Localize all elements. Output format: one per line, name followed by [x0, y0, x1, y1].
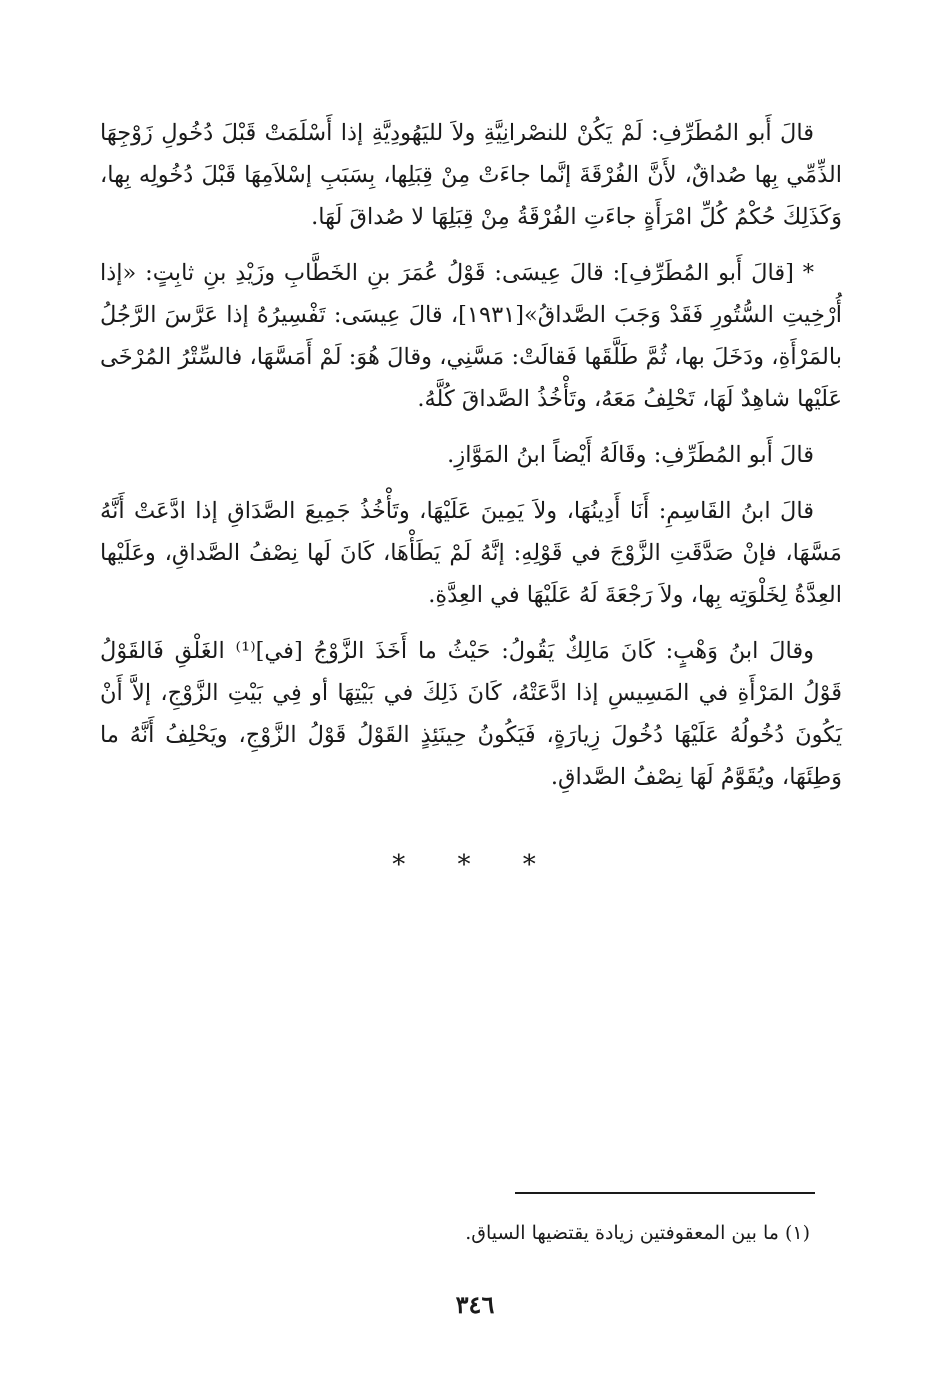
paragraph-isa-commentary: * [قالَ أَبو المُطَرِّفِ]: قالَ عِيسَى: قَوْلُ عُمَرَ بنِ الخَطَّابِ وزَيْدِ بنِ ثابِتٍ: «إذا أُرْخِيتِ السُّتُورِ فَقَدْ وَجَبَ الصَّداقُ»[١٩٣١]، قالَ عِيسَى: تَفْسِيرُهُ إذا عَرَّسَ الرَّجُلُ بالمَرْأَةِ، ودَخَلَ بها، ثُمَّ طَلَّقَها فَقالَتْ: مَسَّنِي، وقالَ هُوَ: لَمْ أَمَسَّهَا، فالسِّتْرُ المُرْخَى عَلَيْها شاهِدٌ لَهَا، تَحْلِفُ مَعَهُ، وتَأْخُذُ الصَّداقَ كُلَّهُ. [100, 260, 842, 412]
footnote-rule [515, 1192, 815, 1194]
paragraph-abu-al-mutarrif: قالَ أَبو المُطَرِّفِ: لَمْ يَكُنْ للنصْرانِيَّةِ ولاَ لليَهُودِيَّةِ إذا أَسْلَمَتْ قَبْلَ دُخُولِ زَوْجِهَا الذِّمِّي بِها صُداقٌ، لأَنَّ الفُرْقَةَ إنَّما جاءَتْ مِنْ قِبَلِها، بِسَبَبِ إسْلاَمِهَا قَبْلَ دُخُولِه بِها، وَكَذَلِكَ حُكْمُ كُلِّ امْرَأَةٍ جاءَتِ الفُرْقَةُ مِنْ قِبَلِهَا لا صُداقَ لَهَا. [100, 120, 842, 230]
footnote: (١) ما بين المعقوفتين زيادة يقتضيها السياق. [465, 1222, 810, 1244]
paragraph-ibn-al-mawwaz: قالَ أَبو المُطَرِّفِ: وقَالَهُ أَيْضاً ابنُ المَوَّازِ. [447, 442, 814, 468]
paragraph-ibn-wahb: وقالَ ابنُ وَهْبٍ: كَانَ مَالِكٌ يَقُولُ: حَيْثُ ما أَخَذَ الزَّوْجُ [في]⁽¹⁾ الغَلْقِ فَالقَوْلُ قَوْلُ المَرْأَةِ في المَسِيسِ إذا ادَّعَتْهُ، كَانَ ذَلِكَ في بَيْتِهَا أو فِي بَيْتِ الزَّوْجِ، إلاَّ أَنْ يَكُونَ دُخُولُهُ عَلَيْهَا دُخُولَ زِيارَةٍ، فَيَكُونُ حِينَئِذٍ القَوْلُ قَوْلُ الزَّوْجِ، ويَحْلِفُ أَنَّهُ ما وَطِئَهَا، ويُقَوَّمُ لَهَا نِصْفُ الصَّداقِ. [100, 638, 842, 790]
paragraph-ibn-al-qasim: قالَ ابنُ القَاسِمِ: أَنَا أَدِينُهَا، ولاَ يَمِينَ عَلَيْهَا، وتَأْخُذُ جَمِيعَ الصَّدَاقِ إذا ادَّعَتْ أَنَّهُ مَسَّهَا، فإنْ صَدَّقَتِ الزَّوْجَ في قَوْلِهِ: إنَّهُ لَمْ يَطَأْهَا، كَانَ لَها نِصْفُ الصَّداقِ، وعَلَيْها العِدَّةُ لِخَلْوَتِه بِها، ولاَ رَجْعَةَ لَهُ عَلَيْهَا في العِدَّةِ. [100, 498, 842, 608]
page-number: ٣٤٦ [455, 1290, 495, 1319]
section-separator: * * * [392, 850, 558, 880]
main-text [100, 112, 842, 812]
